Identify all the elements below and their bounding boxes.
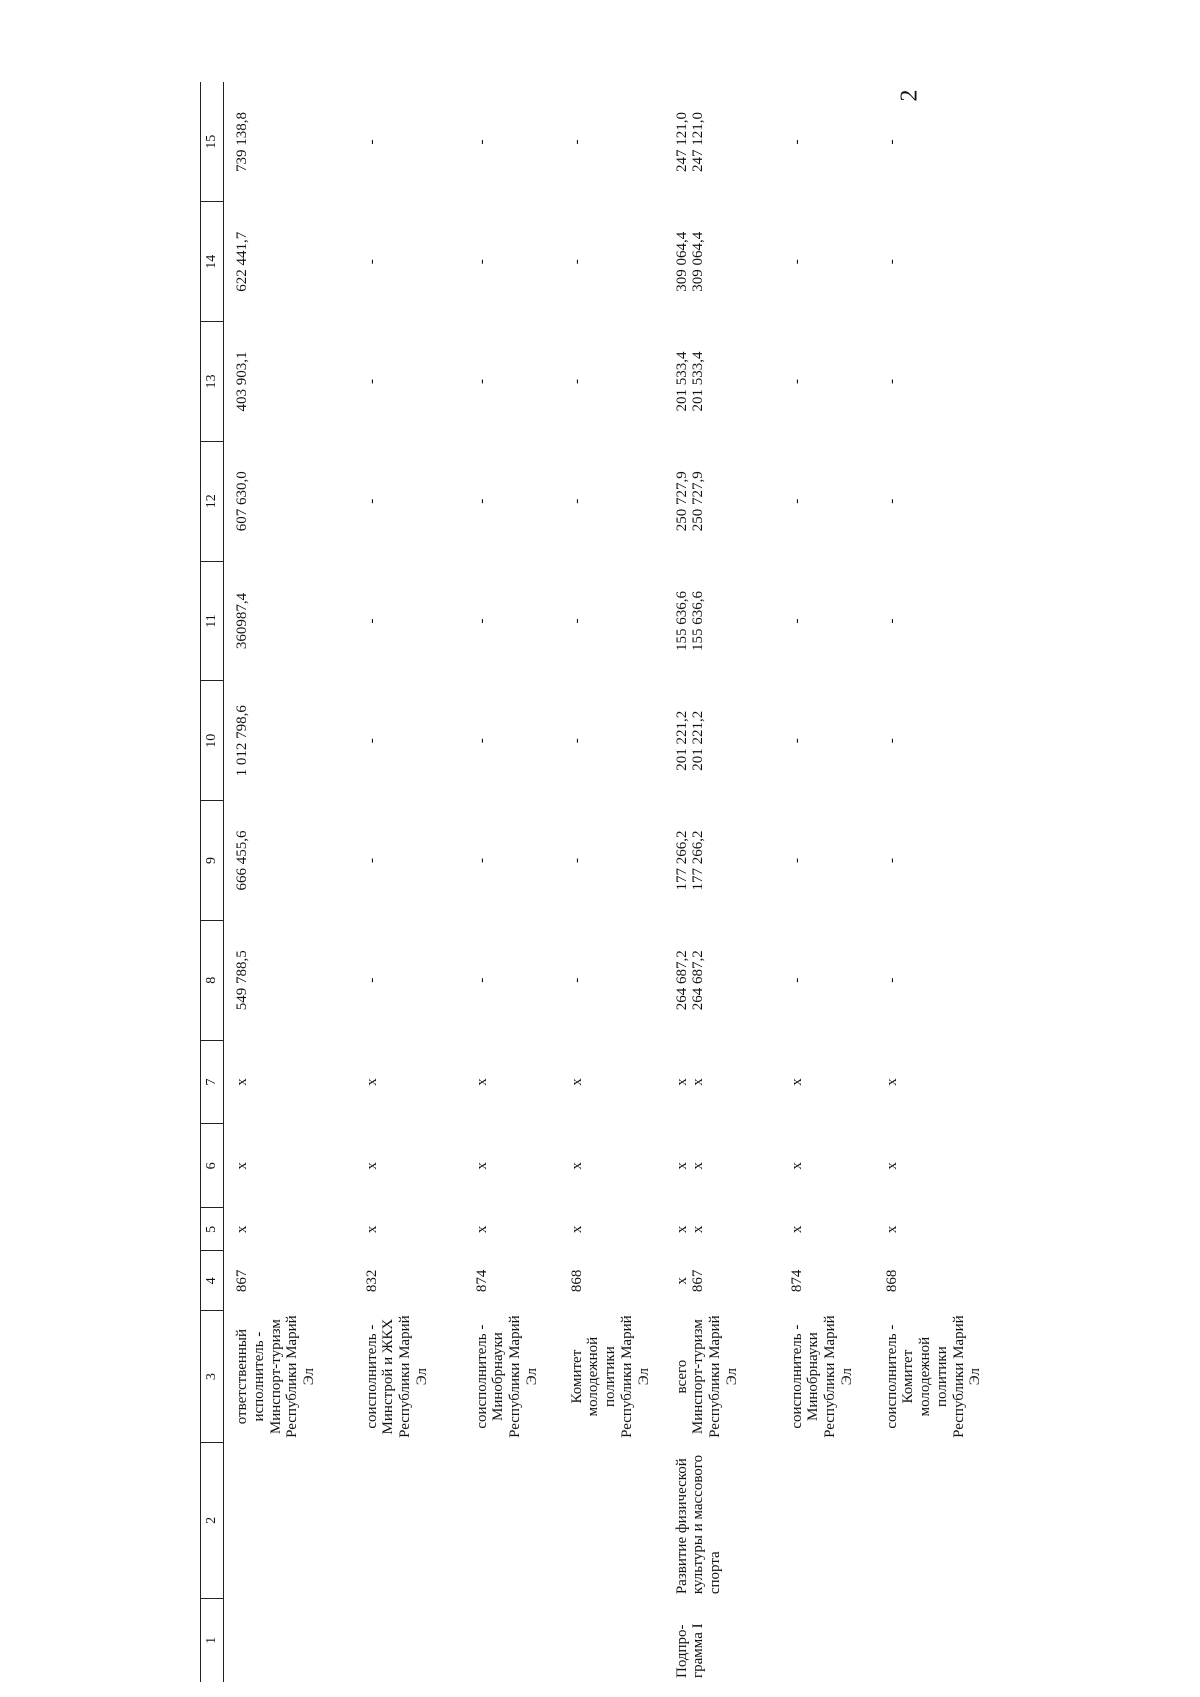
column-number-row: [201, 82, 224, 1682]
cell-title: [354, 1442, 464, 1598]
cell-col5: х: [883, 1225, 900, 1234]
cell-program: [874, 1598, 1004, 1682]
cell-amount: -: [363, 977, 380, 983]
column-header: 14: [201, 202, 224, 322]
column-header: 8: [201, 920, 224, 1040]
cell-col5: х: [363, 1225, 380, 1234]
column-header: 5: [201, 1208, 224, 1251]
cell-amount: -: [883, 139, 900, 145]
cell-amount: [664, 441, 779, 561]
cell-col6: [664, 1124, 779, 1208]
cell-amount: -: [568, 259, 585, 265]
cell-amount: -: [363, 738, 380, 744]
col6-total: х: [673, 1162, 690, 1170]
cell-col6: х: [473, 1162, 490, 1170]
cell-amount: 360987,4: [234, 592, 250, 650]
cell-program: [354, 1598, 464, 1682]
column-header: 1: [201, 1598, 224, 1682]
amount-value: 155 636,6: [690, 590, 707, 651]
cell-col5: х: [568, 1225, 585, 1234]
amount-value: 177 266,2: [690, 830, 707, 891]
column-header: 2: [201, 1442, 224, 1598]
column-header: 9: [201, 801, 224, 921]
cell-col7: х: [568, 1078, 585, 1086]
cell-col6: х: [883, 1162, 900, 1170]
cell-col7: х: [883, 1078, 900, 1086]
cell-program: Подпро-грамма I: [673, 1623, 707, 1678]
cell-col7: х: [788, 1078, 805, 1086]
cell-amount: -: [473, 618, 490, 624]
cell-amount: -: [788, 977, 805, 983]
cell-amount: -: [363, 498, 380, 504]
cell-col7: х: [234, 1078, 250, 1086]
table-row: [559, 82, 664, 1682]
cell-amount: -: [568, 139, 585, 145]
amount-total: 201 533,4: [673, 351, 690, 412]
cell-col7: х: [473, 1078, 490, 1086]
cell-amount: -: [568, 378, 585, 384]
amount-total: 177 266,2: [673, 830, 690, 891]
cell-executor: соисполнитель - Минобрнауки Республики Марий Эл: [473, 1315, 540, 1438]
column-header: 15: [201, 82, 224, 202]
cell-amount: -: [363, 259, 380, 265]
cell-amount: -: [363, 857, 380, 863]
cell-amount: -: [883, 498, 900, 504]
cell-col7: х: [363, 1078, 380, 1086]
page-number: 2: [896, 89, 923, 102]
cell-amount: -: [788, 498, 805, 504]
cell-amount: [664, 322, 779, 442]
cell-col5: х: [234, 1225, 250, 1234]
col5-total: х: [673, 1225, 690, 1234]
executor-total-label: всего: [673, 1359, 690, 1394]
cell-amount: 739 138,8: [234, 111, 250, 172]
cell-amount: -: [883, 259, 900, 265]
cell-program: [224, 1598, 354, 1682]
col7-total: х: [673, 1078, 690, 1086]
cell-col5: х: [788, 1225, 805, 1234]
cell-amount: -: [473, 857, 490, 863]
cell-amount: -: [363, 378, 380, 384]
cell-amount: 1 012 798,6: [234, 705, 250, 777]
cell-executor: [664, 1311, 779, 1443]
cell-amount: -: [473, 738, 490, 744]
column-header: 12: [201, 441, 224, 561]
cell-executor: соисполнитель - Минобрнауки Республики Марий Эл: [788, 1315, 855, 1438]
cell-amount: -: [788, 857, 805, 863]
table-row: [224, 82, 354, 1682]
cell-code: 868: [568, 1269, 585, 1293]
cell-col5: х: [473, 1225, 490, 1234]
cell-code: 867: [234, 1269, 250, 1293]
column-header: 7: [201, 1040, 224, 1124]
cell-col5: [664, 1208, 779, 1251]
cell-amount: -: [473, 378, 490, 384]
cell-amount: [664, 801, 779, 921]
cell-amount: 666 455,6: [234, 830, 250, 891]
cell-amount: -: [568, 498, 585, 504]
executor-name: Минспорт-туризм Республики Марий Эл: [690, 1315, 740, 1438]
table-row: [464, 82, 559, 1682]
cell-amount: [664, 202, 779, 322]
cell-title: [559, 1442, 664, 1598]
code-total: х: [673, 1277, 690, 1285]
cell-amount: -: [473, 977, 490, 983]
cell-amount: -: [473, 498, 490, 504]
cell-col6: х: [568, 1162, 585, 1170]
cell-amount: -: [568, 618, 585, 624]
column-header: 4: [201, 1251, 224, 1311]
table-row: [354, 82, 464, 1682]
cell-amount: -: [473, 259, 490, 265]
cell-code: [664, 1251, 779, 1311]
amount-total: 309 064,4: [673, 231, 690, 292]
col7-value: х: [690, 1078, 707, 1086]
amount-value: 264 687,2: [690, 950, 707, 1011]
col5-value: х: [690, 1225, 707, 1234]
cell-amount: -: [883, 618, 900, 624]
cell-amount: -: [568, 857, 585, 863]
table-row: [779, 82, 874, 1682]
column-header: 6: [201, 1124, 224, 1208]
cell-program: [559, 1598, 664, 1682]
cell-executor: соисполнитель - Комитет молодежной политики Республики Марий Эл: [883, 1315, 984, 1438]
cell-code: 874: [788, 1269, 805, 1293]
cell-amount: -: [883, 378, 900, 384]
amount-total: 201 221,2: [673, 710, 690, 771]
cell-amount: [664, 681, 779, 801]
cell-col7: [664, 1040, 779, 1124]
cell-amount: -: [568, 977, 585, 983]
cell-executor: ответственный исполнитель - Минспорт-туризм Республики Марий Эл: [234, 1315, 318, 1438]
cell-amount: -: [788, 378, 805, 384]
cell-title: [464, 1442, 559, 1598]
cell-amount: [664, 920, 779, 1040]
cell-amount: -: [883, 738, 900, 744]
column-header: 11: [201, 561, 224, 681]
cell-program: [464, 1598, 559, 1682]
cell-amount: -: [473, 139, 490, 145]
budget-table: [200, 82, 1004, 1682]
cell-col6: х: [363, 1162, 380, 1170]
amount-value: 201 221,2: [690, 710, 707, 771]
cell-amount: -: [788, 139, 805, 145]
amount-value: 247 121,0: [690, 111, 707, 172]
cell-col6: х: [234, 1162, 250, 1170]
cell-executor: Комитет молодежной политики Республики Марий Эл: [568, 1315, 652, 1438]
cell-amount: -: [363, 139, 380, 145]
amount-value: 250 727,9: [690, 471, 707, 532]
cell-amount: 403 903,1: [234, 351, 250, 412]
amount-total: 155 636,6: [673, 590, 690, 651]
cell-executor: соисполнитель - Минстрой и ЖКХ Республики Марий Эл: [363, 1315, 430, 1438]
cell-amount: -: [568, 738, 585, 744]
cell-title: [779, 1442, 874, 1598]
amount-value: 309 064,4: [690, 231, 707, 292]
col6-value: х: [690, 1162, 707, 1170]
cell-title: [224, 1442, 354, 1598]
amount-total: 264 687,2: [673, 950, 690, 1011]
table-row: [874, 82, 1004, 1682]
cell-amount: [664, 561, 779, 681]
cell-code: 874: [473, 1269, 490, 1293]
cell-amount: 549 788,5: [234, 950, 250, 1011]
cell-amount: -: [788, 738, 805, 744]
column-header: 13: [201, 322, 224, 442]
cell-col6: х: [788, 1162, 805, 1170]
cell-title: [874, 1442, 1004, 1598]
cell-amount: -: [883, 977, 900, 983]
amount-value: 201 533,4: [690, 351, 707, 412]
cell-program: [779, 1598, 874, 1682]
cell-amount: -: [883, 857, 900, 863]
code-value: 867: [690, 1269, 707, 1293]
table-row: [664, 82, 779, 1682]
cell-code: 868: [883, 1269, 900, 1293]
cell-code: 832: [363, 1269, 380, 1293]
cell-amount: [664, 82, 779, 202]
cell-amount: -: [788, 259, 805, 265]
column-header: 3: [201, 1311, 224, 1443]
budget-table-container: [200, 82, 984, 1682]
cell-amount: 607 630,0: [234, 471, 250, 532]
amount-total: 250 727,9: [673, 471, 690, 532]
cell-amount: -: [788, 618, 805, 624]
cell-title: Развитие физической культуры и массового спорта: [673, 1454, 724, 1595]
column-header: 10: [201, 681, 224, 801]
cell-amount: 622 441,7: [234, 231, 250, 292]
cell-amount: -: [363, 618, 380, 624]
amount-total: 247 121,0: [673, 111, 690, 172]
